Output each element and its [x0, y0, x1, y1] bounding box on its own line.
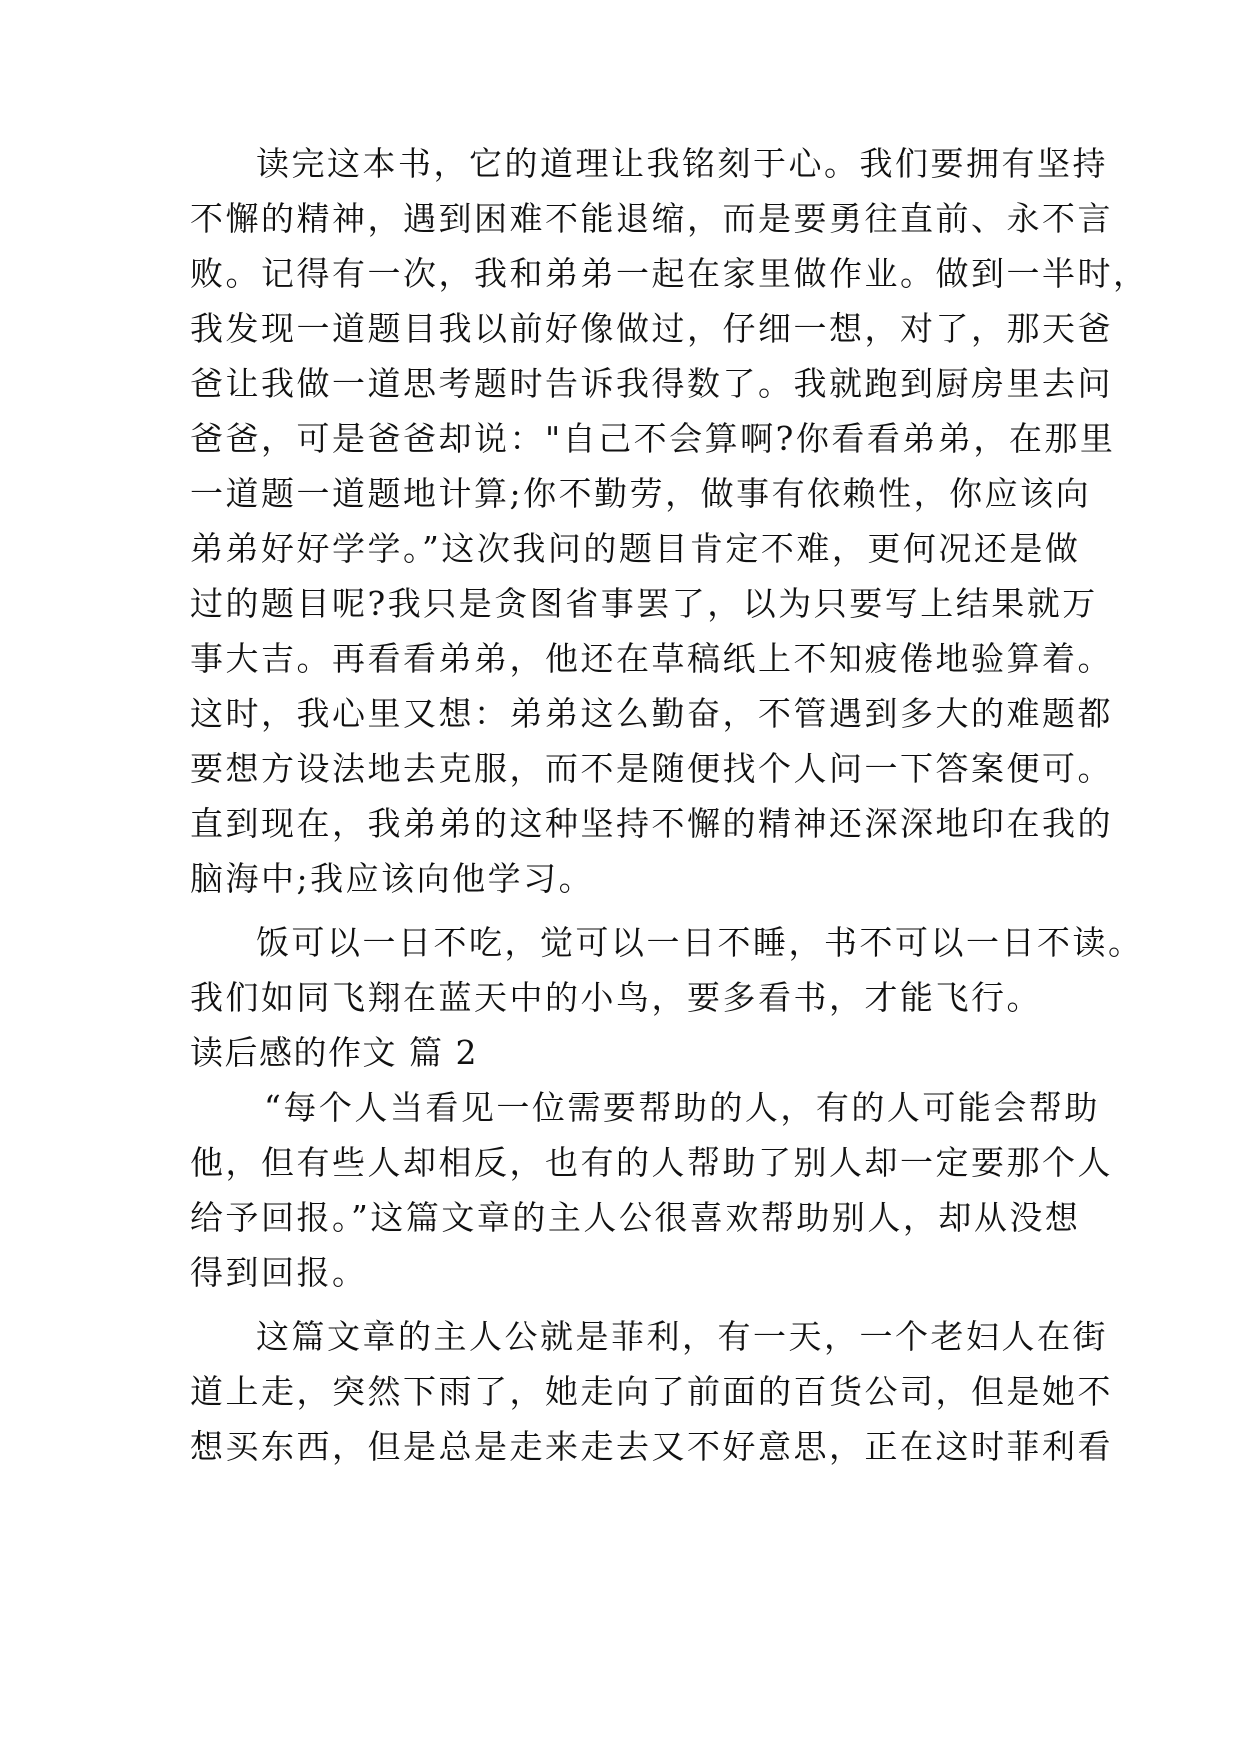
paragraph-1-line: 一道题一道题地计算;你不勤劳，做事有依赖性，你应该向	[190, 474, 1092, 513]
paragraph-1-line: 直到现在，我弟弟的这种坚持不懈的精神还深深地印在我的	[190, 804, 1113, 843]
section-heading: 读后感的作文 篇 2	[190, 1033, 478, 1072]
paragraph-4-line: 道上走，突然下雨了，她走向了前面的百货公司，但是她不	[190, 1372, 1113, 1411]
paragraph-2-line: 我们如同飞翔在蓝天中的小鸟，要多看书，才能飞行。	[190, 978, 1042, 1017]
paragraph-3-line: “每个人当看见一位需要帮助的人，有的人可能会帮助	[264, 1088, 1100, 1127]
paragraph-4-line: 这篇文章的主人公就是菲利，有一天，一个老妇人在街	[256, 1317, 1108, 1356]
paragraph-1-line: 弟弟好好学学。”这次我问的题目肯定不难，更何况还是做	[190, 529, 1081, 568]
paragraph-4-line: 想买东西，但是总是走来走去又不好意思，正在这时菲利看	[190, 1427, 1113, 1466]
paragraph-1-line: 这时，我心里又想：弟弟这么勤奋，不管遇到多大的难题都	[190, 694, 1113, 733]
paragraph-1-line: 我发现一道题目我以前好像做过，仔细一想，对了，那天爸	[190, 309, 1113, 348]
paragraph-1-line: 脑海中;我应该向他学习。	[190, 859, 595, 898]
paragraph-3-line: 给予回报。”这篇文章的主人公很喜欢帮助别人，却从没想	[190, 1198, 1081, 1237]
paragraph-1-line: 读完这本书，它的道理让我铭刻于心。我们要拥有坚持	[256, 144, 1108, 183]
paragraph-3-line: 他，但有些人却相反，也有的人帮助了别人却一定要那个人	[190, 1143, 1113, 1182]
paragraph-2-line: 饭可以一日不吃，觉可以一日不睡，书不可以一日不读。	[256, 923, 1144, 962]
paragraph-1-line: 过的题目呢?我只是贪图省事罢了，以为只要写上结果就万	[190, 584, 1098, 623]
paragraph-1-line: 事大吉。再看看弟弟，他还在草稿纸上不知疲倦地验算着。	[190, 639, 1113, 678]
paragraph-1-line: 要想方设法地去克服，而不是随便找个人问一下答案便可。	[190, 749, 1113, 788]
paragraph-1-line: 爸爸，可是爸爸却说："自己不会算啊?你看看弟弟，在那里	[190, 419, 1116, 458]
paragraph-3-line: 得到回报。	[190, 1253, 368, 1292]
paragraph-1-line: 败。记得有一次，我和弟弟一起在家里做作业。做到一半时，	[190, 254, 1149, 293]
paragraph-1-line: 爸让我做一道思考题时告诉我得数了。我就跑到厨房里去问	[190, 364, 1113, 403]
paragraph-1-line: 不懈的精神，遇到困难不能退缩，而是要勇往直前、永不言	[190, 199, 1113, 238]
